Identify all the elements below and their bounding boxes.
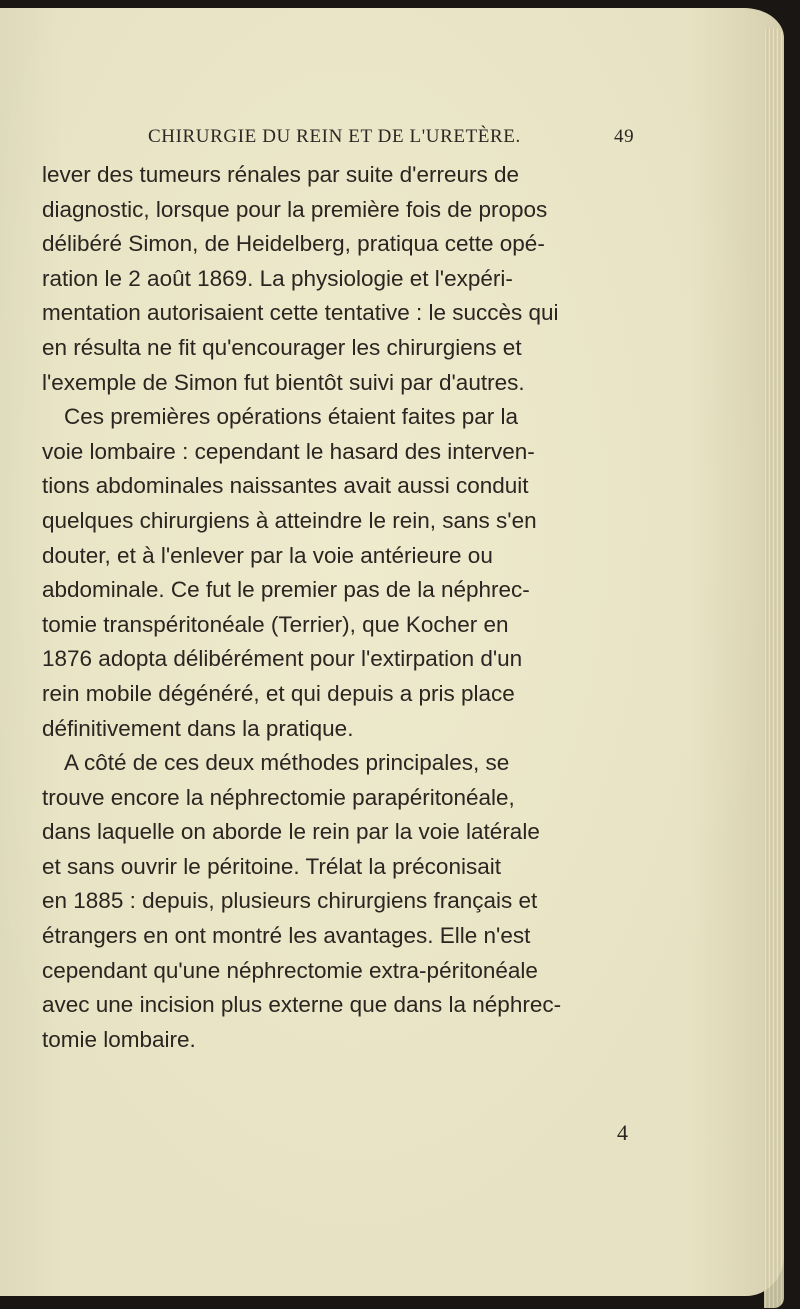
text-line: tions abdominales naissantes avait aussi conduit xyxy=(42,473,529,499)
text-line: mentation autorisaient cette tentative : le succès qui xyxy=(42,300,559,326)
page-number: 49 xyxy=(614,126,635,147)
text-line: lever des tumeurs rénales par suite d'erreurs de xyxy=(42,162,520,187)
page-edge-stack xyxy=(764,28,784,1308)
text-line: et sans ouvrir le péritoine. Trélat la préconisait xyxy=(42,853,501,879)
text-line: trouve encore la néphrectomie parapéritonéale, xyxy=(42,784,515,810)
text-line: cependant qu'une néphrectomie extra-péritonéale xyxy=(42,957,538,983)
text-line: tomie lombaire. xyxy=(42,1026,196,1052)
text-line: délibéré Simon, de Heidelberg, pratiqua cette opé- xyxy=(42,231,545,257)
text-line: rein mobile dégénéré, et qui depuis a pris place xyxy=(42,680,515,706)
text-line: abdominale. Ce fut le premier pas de la néphrec- xyxy=(42,577,530,603)
page-header xyxy=(0,126,784,148)
text-line: ration le 2 août 1869. La physiologie et l'expéri- xyxy=(42,265,513,291)
text-line: en résulta ne fit qu'encourager les chirurgiens et xyxy=(42,334,522,360)
text-line: voie lombaire : cependant le hasard des interven- xyxy=(42,438,535,464)
text-line: tomie transpéritonéale (Terrier), que Kocher en xyxy=(42,611,509,637)
text-line: définitivement dans la pratique. xyxy=(42,715,354,741)
text-line: en 1885 : depuis, plusieurs chirurgiens français et xyxy=(42,888,538,914)
text-line: avec une incision plus externe que dans la néphrec- xyxy=(42,992,562,1018)
text-line: douter, et à l'enlever par la voie antérieure ou xyxy=(42,542,493,568)
text-line: diagnostic, lorsque pour la première fois de propos xyxy=(42,196,548,222)
text-line: quelques chirurgiens à atteindre le rein, sans s'en xyxy=(42,507,537,533)
text-line: Ces premières opérations étaient faites par la xyxy=(64,404,518,430)
running-head: CHIRURGIE DU REIN ET DE L'URETÈRE. xyxy=(148,126,521,147)
book-page xyxy=(0,8,784,1296)
body-text xyxy=(42,158,660,1057)
text-line: l'exemple de Simon fut bientôt suivi par d'autres. xyxy=(42,369,525,395)
text-line: A côté de ces deux méthodes principales, se xyxy=(64,750,510,776)
text-line: 1876 adopta délibérément pour l'extirpation d'un xyxy=(42,646,523,672)
signature-mark: 4 xyxy=(617,1120,628,1145)
text-line: étrangers en ont montré les avantages. Elle n'est xyxy=(42,923,531,949)
text-line: dans laquelle on aborde le rein par la voie latérale xyxy=(42,819,540,845)
